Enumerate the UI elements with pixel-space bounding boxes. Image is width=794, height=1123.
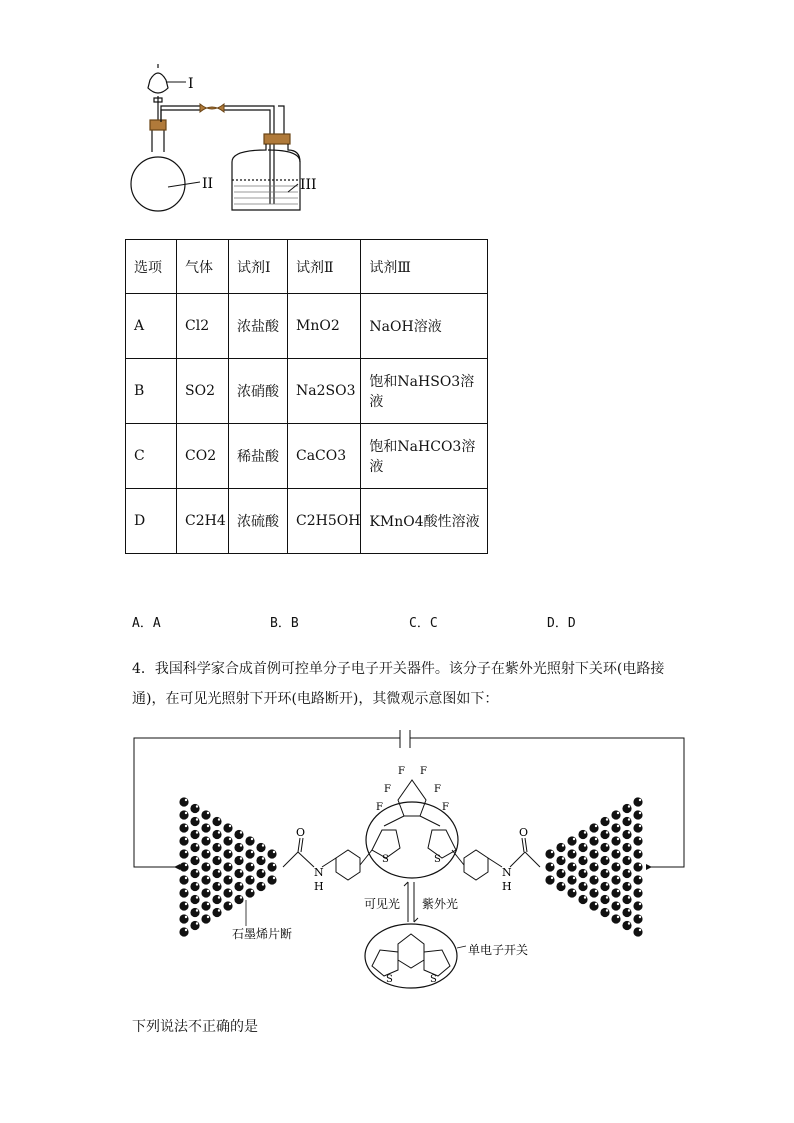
- table-row: [126, 424, 488, 489]
- graphene-atom: [201, 810, 210, 819]
- cell-reagent-3: NaOH溶液: [361, 294, 488, 359]
- graphene-atom: [179, 862, 188, 871]
- graphene-atom: [190, 830, 199, 839]
- graphene-atom: [600, 895, 609, 904]
- graphene-atom: [633, 797, 642, 806]
- graphene-atom: [190, 817, 199, 826]
- graphene-atom: [179, 849, 188, 858]
- uv-light-label: 紫外光: [422, 897, 459, 911]
- atom-O-right: O: [519, 826, 529, 839]
- header-reagent-1: 试剂Ⅰ: [229, 240, 288, 294]
- cell-gas: SO2: [177, 359, 229, 424]
- molecular-switch-diagram: [128, 730, 688, 990]
- graphene-atom: [234, 869, 243, 878]
- equilibrium-arrows: [404, 882, 418, 922]
- graphene-atom: [622, 869, 631, 878]
- cell-reagent-3: KMnO4酸性溶液: [361, 489, 488, 554]
- fluorine: F: [384, 784, 391, 795]
- graphene-atom: [578, 869, 587, 878]
- rubber-connector: [200, 104, 224, 112]
- graphene-atom: [611, 914, 620, 923]
- graphene-atom: [245, 849, 254, 858]
- graphene-atom: [589, 823, 598, 832]
- graphene-atom: [622, 843, 631, 852]
- graphene-atom: [589, 888, 598, 897]
- graphene-atom: [179, 914, 188, 923]
- graphene-atom: [633, 927, 642, 936]
- graphene-atom: [600, 869, 609, 878]
- graphene-atom: [179, 888, 188, 897]
- atom-N-right: N: [502, 866, 512, 879]
- closed-ring-core: [372, 934, 450, 976]
- cell-reagent-3: 饱和NaHSO3溶液: [361, 359, 488, 424]
- graphene-atom: [179, 797, 188, 806]
- graphene-atom: [600, 843, 609, 852]
- round-flask-II: [131, 120, 185, 211]
- graphene-atom: [234, 856, 243, 865]
- graphene-atom: [567, 862, 576, 871]
- graphene-atom: [600, 817, 609, 826]
- graphene-atom: [212, 882, 221, 891]
- graphene-atom: [256, 882, 265, 891]
- sulfur: S: [386, 974, 393, 985]
- choice-a[interactable]: A．A: [132, 616, 161, 631]
- graphene-atom: [622, 895, 631, 904]
- question-stem: 下列说法不正确的是: [132, 1019, 258, 1035]
- cell-reagent-1: 稀盐酸: [229, 424, 288, 489]
- graphene-atom: [212, 817, 221, 826]
- cell-option: C: [126, 424, 177, 489]
- graphene-atom: [622, 856, 631, 865]
- cell-reagent-2: C2H5OH: [288, 489, 361, 554]
- choice-d[interactable]: D．D: [547, 616, 576, 631]
- graphene-atom: [633, 875, 642, 884]
- graphene-atom: [201, 888, 210, 897]
- graphene-atom: [622, 921, 631, 930]
- graphene-atom: [611, 888, 620, 897]
- graphene-atom: [190, 843, 199, 852]
- graphene-atom: [212, 908, 221, 917]
- choice-b[interactable]: B．B: [270, 616, 299, 631]
- table-row: [126, 489, 488, 554]
- cell-reagent-1: 浓硫酸: [229, 489, 288, 554]
- graphene-atom: [256, 869, 265, 878]
- graphene-atom: [190, 921, 199, 930]
- graphene-atom: [201, 849, 210, 858]
- graphene-atom: [611, 836, 620, 845]
- cell-gas: Cl2: [177, 294, 229, 359]
- graphene-atom: [633, 888, 642, 897]
- graphene-atom: [179, 875, 188, 884]
- graphene-atom: [633, 849, 642, 858]
- graphene-atom: [589, 875, 598, 884]
- cell-reagent-2: CaCO3: [288, 424, 361, 489]
- graphene-atom: [578, 895, 587, 904]
- graphene-atom: [201, 836, 210, 845]
- header-option: 选项: [126, 240, 177, 294]
- graphene-atom: [545, 849, 554, 858]
- graphene-atom: [223, 888, 232, 897]
- graphene-atom: [190, 869, 199, 878]
- graphene-atom: [545, 875, 554, 884]
- graphene-atom: [589, 849, 598, 858]
- sulfur: S: [434, 854, 441, 865]
- graphene-atom: [245, 888, 254, 897]
- graphene-atom: [256, 843, 265, 852]
- fluorine: F: [434, 784, 441, 795]
- table-header-row: [126, 240, 488, 294]
- graphene-atom: [201, 862, 210, 871]
- graphene-atom: [267, 875, 276, 884]
- graphene-atom: [589, 862, 598, 871]
- table-row: [126, 294, 488, 359]
- graphene-atom: [212, 856, 221, 865]
- cell-gas: C2H4: [177, 489, 229, 554]
- graphene-atom: [234, 895, 243, 904]
- graphene-atom: [190, 856, 199, 865]
- graphene-atom: [234, 882, 243, 891]
- graphene-atom: [611, 849, 620, 858]
- cell-reagent-2: MnO2: [288, 294, 361, 359]
- graphene-atom: [223, 849, 232, 858]
- graphene-atom: [622, 817, 631, 826]
- graphene-atom: [600, 908, 609, 917]
- graphene-atom: [190, 908, 199, 917]
- graphene-atom: [201, 901, 210, 910]
- graphene-atom: [578, 882, 587, 891]
- graphene-atom: [179, 810, 188, 819]
- sulfur: S: [382, 854, 389, 865]
- graphene-atom: [633, 836, 642, 845]
- switch-label: 单电子开关: [468, 943, 529, 957]
- graphene-atom: [256, 856, 265, 865]
- graphene-atom: [633, 901, 642, 910]
- switch-ellipse-top: [366, 802, 458, 878]
- graphene-atom: [545, 862, 554, 871]
- atom-H-right: H: [502, 880, 512, 893]
- graphene-atom: [567, 875, 576, 884]
- graphene-atom: [622, 804, 631, 813]
- graphene-atom: [190, 882, 199, 891]
- visible-light-label: 可见光: [364, 897, 401, 911]
- cell-option: D: [126, 489, 177, 554]
- cell-option: B: [126, 359, 177, 424]
- header-reagent-2: 试剂Ⅱ: [288, 240, 361, 294]
- graphene-atom: [633, 810, 642, 819]
- graphene-atom: [567, 888, 576, 897]
- graphene-atom: [212, 843, 221, 852]
- fluorine: F: [376, 802, 383, 813]
- cell-gas: CO2: [177, 424, 229, 489]
- graphene-atom: [212, 895, 221, 904]
- atom-O-left: O: [296, 826, 306, 839]
- graphene-atom: [567, 836, 576, 845]
- graphene-atom: [234, 843, 243, 852]
- graphene-atom: [179, 823, 188, 832]
- graphene-atom: [223, 862, 232, 871]
- atom-N-left: N: [314, 866, 324, 879]
- graphene-atom: [589, 901, 598, 910]
- cell-reagent-3: 饱和NaHCO3溶液: [361, 424, 488, 489]
- graphene-atom: [556, 869, 565, 878]
- graphene-atom: [190, 895, 199, 904]
- separatory-funnel-I: [148, 64, 168, 122]
- graphene-atom: [611, 810, 620, 819]
- cell-option: A: [126, 294, 177, 359]
- graphene-atom: [223, 823, 232, 832]
- graphene-atom: [578, 830, 587, 839]
- choice-c[interactable]: C．C: [409, 616, 438, 631]
- graphene-atom: [556, 882, 565, 891]
- graphene-atom: [245, 875, 254, 884]
- fluorine: F: [442, 802, 449, 813]
- graphene-atom: [611, 862, 620, 871]
- arrow-left: [174, 864, 180, 870]
- liquid-hatching: [234, 186, 298, 204]
- graphene-atom: [578, 856, 587, 865]
- cell-reagent-1: 浓硝酸: [229, 359, 288, 424]
- graphene-atom: [201, 914, 210, 923]
- graphene-atom: [223, 901, 232, 910]
- graphene-atom: [267, 862, 276, 871]
- graphene-atom: [234, 830, 243, 839]
- graphene-atom: [600, 882, 609, 891]
- graphene-atom: [600, 856, 609, 865]
- graphene-atom: [245, 836, 254, 845]
- graphene-atom: [267, 849, 276, 858]
- graphene-atom: [622, 908, 631, 917]
- fluorine: F: [420, 766, 427, 777]
- graphene-atom: [600, 830, 609, 839]
- graphene-atom: [589, 836, 598, 845]
- options-table: [125, 239, 488, 554]
- graphene-atom: [611, 901, 620, 910]
- table-row: [126, 359, 488, 424]
- graphene-atom: [578, 843, 587, 852]
- header-reagent-3: 试剂Ⅲ: [361, 240, 488, 294]
- cell-reagent-1: 浓盐酸: [229, 294, 288, 359]
- graphene-atom: [556, 856, 565, 865]
- atom-H-left: H: [314, 880, 324, 893]
- graphene-atom: [190, 804, 199, 813]
- graphene-atom: [201, 875, 210, 884]
- graphene-atom: [567, 849, 576, 858]
- wash-bottle-III: [232, 134, 300, 210]
- header-gas: 气体: [177, 240, 229, 294]
- graphene-atom: [633, 914, 642, 923]
- graphene-atom: [179, 901, 188, 910]
- right-amide-linker: [452, 838, 540, 880]
- left-amide-linker: [283, 838, 372, 880]
- label-I: I: [188, 76, 194, 92]
- question-4-text: 4．我国科学家合成首例可控单分子电子开关器件。该分子在紫外光照射下关环(电路接通)，在可见光照射下开环(电路断开)，其微观示意图如下：: [132, 661, 665, 707]
- graphene-atom: [633, 862, 642, 871]
- graphene-atom: [201, 823, 210, 832]
- cell-reagent-2: Na2SO3: [288, 359, 361, 424]
- label-III: III: [300, 177, 317, 193]
- graphene-atom: [223, 836, 232, 845]
- graphene-atom: [556, 843, 565, 852]
- graphene-atom: [179, 927, 188, 936]
- graphene-atom: [245, 862, 254, 871]
- graphene-atom: [179, 836, 188, 845]
- graphene-right: [545, 797, 642, 936]
- graphene-left: [179, 797, 276, 936]
- graphene-atom: [212, 869, 221, 878]
- graphene-atom: [223, 875, 232, 884]
- graphene-label: 石墨烯片断: [232, 927, 293, 941]
- fluorine: F: [398, 766, 405, 777]
- gas-apparatus-diagram: [128, 62, 318, 222]
- graphene-atom: [622, 882, 631, 891]
- graphene-atom: [611, 875, 620, 884]
- graphene-atom: [622, 830, 631, 839]
- label-II: II: [202, 176, 214, 192]
- graphene-atom: [633, 823, 642, 832]
- graphene-atom: [212, 830, 221, 839]
- arrow-right: [646, 864, 652, 870]
- sulfur: S: [430, 974, 437, 985]
- graphene-atom: [611, 823, 620, 832]
